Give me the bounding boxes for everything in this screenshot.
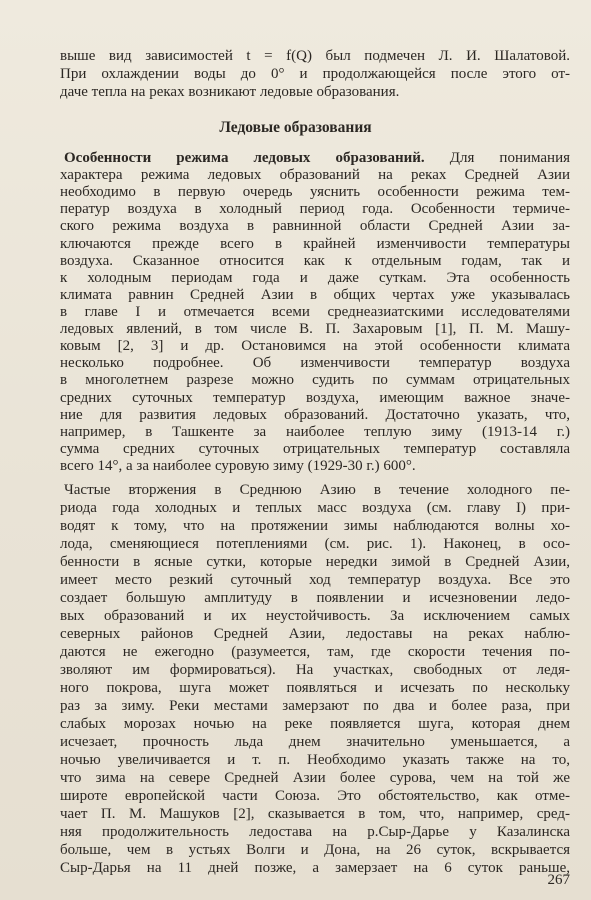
text-line: зволяют им формироваться). На участках, свободных от ледя- <box>60 662 570 678</box>
text-line: средних суточных температур воздуха, имеющим важное значе- <box>60 390 570 406</box>
text-line: например, в Ташкенте за наиболее теплую зиму (1913-14 г.) <box>60 424 570 440</box>
text-line: При охлаждении воды до 0° и продолжающейся после этого от- <box>60 66 570 82</box>
paragraph-lead: Особенности режима ледовых образований. <box>64 150 425 166</box>
text-line: слабых морозах ночью на реке появляется шуга, которая днем <box>60 716 570 732</box>
text-line: несколько подробнее. Об изменчивости температур воздуха <box>60 355 570 371</box>
text-line: северных районов Средней Азии, ледоставы на реках наблю- <box>60 626 570 642</box>
text-line: даются не ежегодно (разумеется, там, где скорости течения по- <box>60 644 570 660</box>
text-line: сумма средних суточных отрицательных температур составляла <box>60 441 570 457</box>
text-line: бенности в ясные сутки, которые нередки зимой в Средней Азии, <box>60 554 570 570</box>
text-line: раз за зиму. Реки местами замерзают по два и более раза, при <box>60 698 570 714</box>
text-line: ледовых явлений, в том числе В. П. Захаровым [1], П. М. Машу- <box>60 321 570 337</box>
text-line: водят к тому, что на протяжении зимы наблюдаются волны хо- <box>60 518 570 534</box>
text-line: климата равнин Средней Азии в общих чертах уже указывалась <box>60 287 570 303</box>
text-line: ператур воздуха в холодный период года. Особенности термиче- <box>60 201 570 217</box>
text-line: больше, чем в устьях Волги и Дона, на 26 суток, вскрывается <box>60 842 570 858</box>
text-line: выше вид зависимостей t = f(Q) был подмечен Л. И. Шалатовой. <box>60 48 570 64</box>
text-line: всего 14°, а за наиболее суровую зиму (1929-30 г.) 600°. <box>60 458 416 474</box>
text-line: широте европейской части Союза. Это обстоятельство, как отме- <box>60 788 570 804</box>
text-line: что зима на севере Средней Азии более сурова, чем на той же <box>60 770 570 786</box>
paragraph-first-line <box>64 150 570 167</box>
text-line: лода, сменяющиеся потеплениями (см. рис. 1). Наконец, в осо- <box>60 536 570 552</box>
text-line: исчезает, прочность льда днем значительно уменьшается, а <box>60 734 570 750</box>
text-line: воздуха. Сказанное относится как к отдельным годам, так и <box>60 253 570 269</box>
text-line: в многолетнем разрезе можно судить по суммам отрицательных <box>60 372 570 388</box>
text-line: ночью увеличивается и т. п. Необходимо указать также на то, <box>60 752 570 768</box>
section-heading: Ледовые образования <box>219 119 372 136</box>
text-line: Частые вторжения в Среднюю Азию в течение холодного пе- <box>64 482 570 498</box>
text-line: имеет место резкий суточный ход температур воздуха. Все это <box>60 572 570 588</box>
paragraph-lead-rest: Для понимания <box>424 150 571 166</box>
text-line: ключаются прежде всего в крайней изменчивости температуры <box>60 236 570 252</box>
text-line: няя продолжительность ледостава на р.Сыр-Дарье у Казалинска <box>60 824 570 840</box>
page-number: 267 <box>547 872 570 888</box>
text-line: необходимо в первую очередь уяснить особенности режима тем- <box>60 184 570 200</box>
text-line: характера режима ледовых образований на реках Средней Азии <box>60 167 570 183</box>
text-line: ковым [2, 3] и др. Остановимся на этой особенности климата <box>60 338 570 354</box>
text-line: ние для развития ледовых образований. Достаточно указать, что, <box>60 407 570 423</box>
text-line: создает большую амплитуду в появлении и исчезновении ледо- <box>60 590 570 606</box>
text-line: к холодным периодам года и даже суткам. Эта особенность <box>60 270 570 286</box>
text-line: ного покрова, шуга может появляться и исчезать по нескольку <box>60 680 570 696</box>
text-line: Сыр-Дарья на 11 дней позже, а замерзает на 6 суток раньше, <box>60 860 570 876</box>
text-line: ского режима воздуха в равнинной области Средней Азии за- <box>60 218 570 234</box>
text-line: даче тепла на реках возникают ледовые образования. <box>60 84 400 100</box>
text-line: вых образований и их неустойчивость. За исключением самых <box>60 608 570 624</box>
text-line: риода года холодных и теплых масс воздуха (см. главу I) при- <box>60 500 570 516</box>
text-line: в главе I и отмечается всеми среднеазиатскими исследователями <box>60 304 570 320</box>
text-line: чает П. М. Машуков [2], сказывается в том, что, например, сред- <box>60 806 570 822</box>
